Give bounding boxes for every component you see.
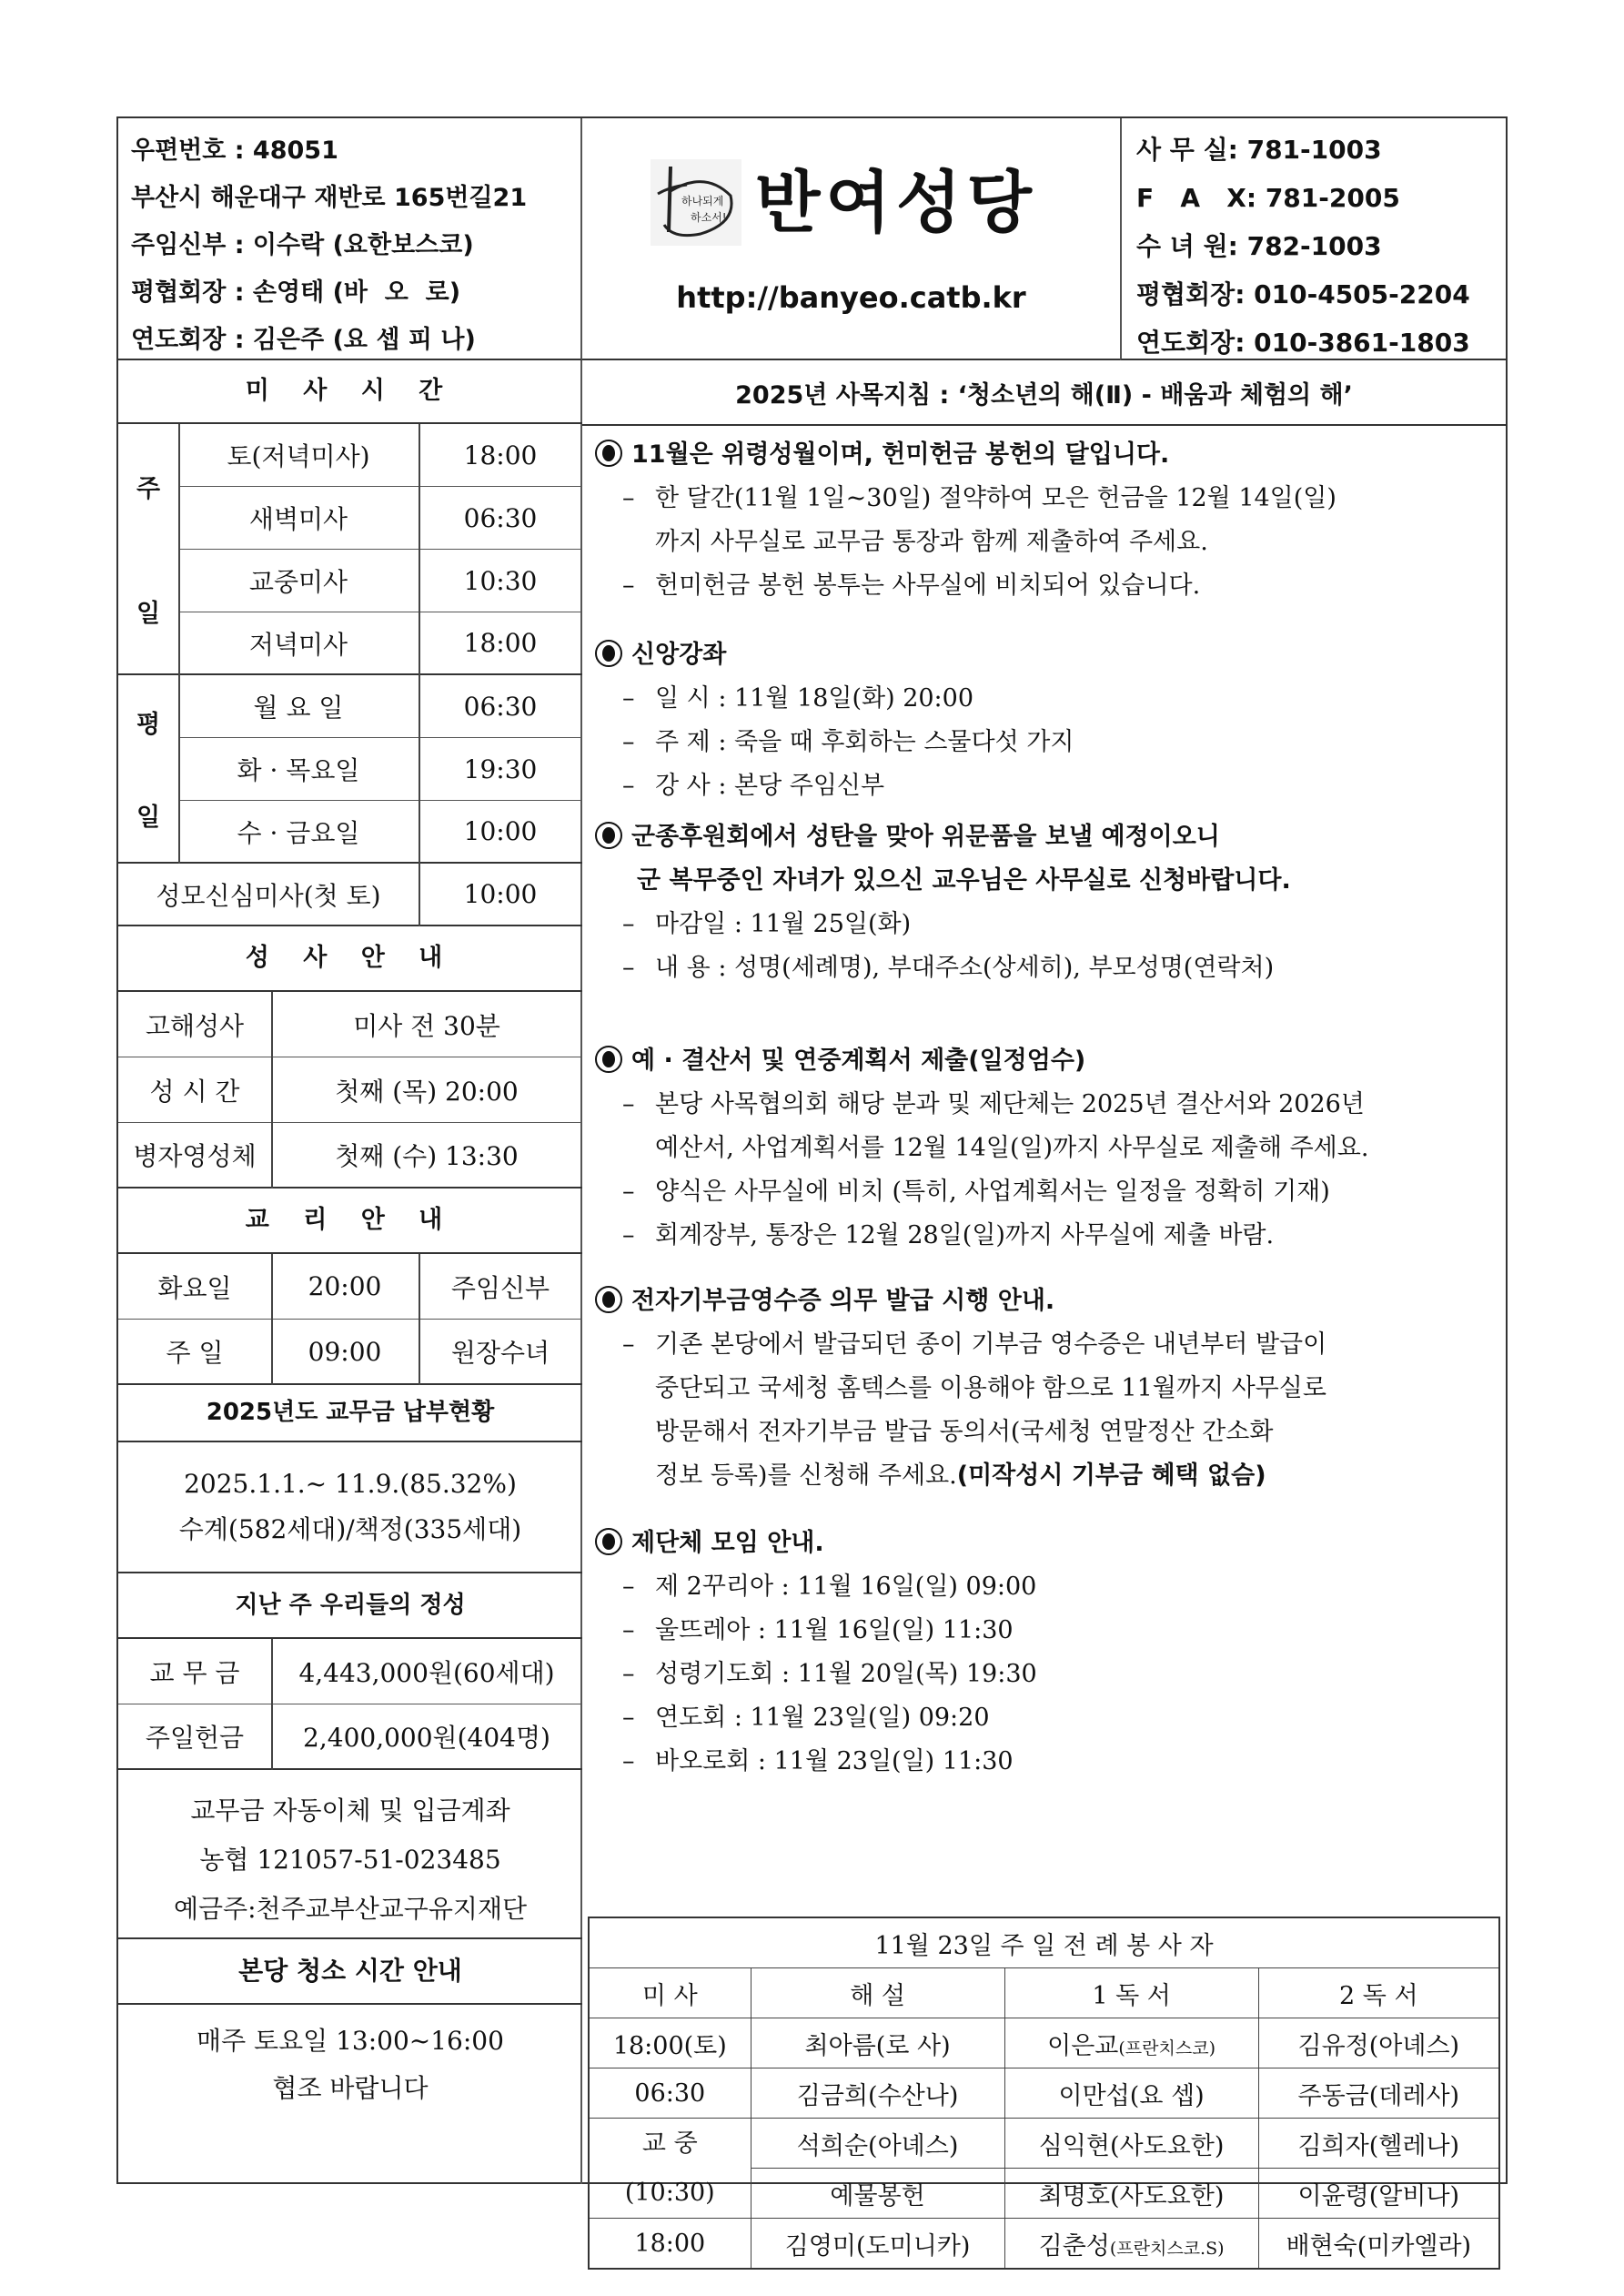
mass-name: 저녁미사 (178, 612, 419, 675)
bulletin-page (116, 116, 1508, 2261)
notice-item: 제단체 모임 안내. – 제 2꾸리아 : 11월 16일(일) 09:00 – 울뜨레아 : 11월 16일(일) 11:30 – 성령기도회 : 11월 20일(목) 19:30 – 연도회 : 11월 23일(일) 09:20 – 바오로회 : 11월 23일(일) 11:30 (595, 1522, 1497, 1784)
header-contacts (1120, 118, 1506, 360)
mass-name: 새벽미사 (178, 487, 419, 550)
mass-name: 수 · 금요일 (178, 801, 419, 864)
left-column (118, 360, 582, 2184)
mass-times-title: 미 사 시 간 (118, 360, 582, 424)
pastoral-motto: 2025년 사목지침 : ‘청소년의 해(Ⅱ) - 배움과 체험의 해’ (582, 360, 1506, 426)
weekday-label: 평 일 (118, 675, 178, 864)
catechism-time: 20:00 (271, 1254, 419, 1320)
special-mass-time: 10:00 (419, 864, 582, 926)
mass-name: 화 · 목요일 (178, 738, 419, 801)
account-number: 농협 121057-51-023485 (199, 1845, 501, 1875)
bullet-icon (595, 1528, 622, 1555)
mass-time: 06:30 (419, 487, 582, 550)
catechism-time: 09:00 (271, 1320, 419, 1385)
dues-period: 2025.1.1.~ 11.9.(85.32%) (184, 1469, 517, 1499)
notice-title: 제단체 모임 안내. (631, 1529, 824, 1557)
sacrament-name: 고해성사 (118, 992, 271, 1057)
mass-name: 토(저녁미사) (178, 424, 419, 487)
notice-item: 전자기부금영수증 의무 발급 시행 안내. – 기존 본당에서 발급되던 종이 기부금 영수증은 내년부터 발급이 중단되고 국세청 홈텍스를 이용해야 함으로 11월까지 사무실로 방문해서 전자기부금 발급 동의서(국세청 연말정산 간소화 정보 등록)를 신청해 주세요.(미작성시 기부금 혜택 없슴) (595, 1279, 1497, 1498)
no-benefit-warning: (미작성시 기부금 혜택 없슴) (956, 1462, 1266, 1490)
table-row: 18:00 김영미(도미니카) 김춘성(프란치스코.S) 배현숙(미카엘라) (589, 2219, 1499, 2270)
notice-title-cont: 군 복무중인 자녀가 있으신 교우님은 사무실로 신청바랍니다. (637, 866, 1291, 895)
dues-status-title: 2025년도 교무금 납부현황 (118, 1385, 582, 1442)
notice-title: 예 · 결산서 및 연중계획서 제출(일정엄수) (631, 1047, 1086, 1075)
servers-title: 11월 23일 주 일 전 례 봉 사 자 (589, 1917, 1499, 1968)
sacrament-time: 첫째 (수) 13:30 (271, 1123, 582, 1188)
divider (419, 424, 420, 926)
church-logo (651, 159, 741, 246)
dues-status-body (118, 1442, 582, 1573)
notice-item: 군종후원회에서 성탄을 맞아 위문품을 보낼 예정이오니 군 복무중인 자녀가 있으신 교우님은 사무실로 신청바랍니다. – 마감일 : 11월 25일(화) – 내 용 : 성명(세례명), 부대주소(상세히), 부모성명(연락처) (595, 815, 1497, 990)
header-brand (582, 118, 1120, 360)
church-name: 반여성당 (755, 164, 1037, 242)
mass-name: 교중미사 (178, 550, 419, 612)
account-holder: 예금주:천주교부산교구유지재단 (173, 1894, 528, 1924)
sacraments-title: 성 사 안 내 (118, 926, 582, 992)
address: 부산시 해운대구 재반로 165번길21 (131, 184, 528, 212)
mass-time: 06:30 (419, 675, 582, 738)
bullet-icon (595, 1046, 622, 1073)
mass-time: 10:00 (419, 801, 582, 864)
table-row: 18:00(토) 최아름(로 사) 이은교(프란치스코) 김유정(아녜스) (589, 2018, 1499, 2068)
mass-time: 18:00 (419, 424, 582, 487)
table-row: 예물봉헌 최명호(사도요한) 이윤령(알비나) (589, 2169, 1499, 2219)
dues-households: 수계(582세대)/책정(335세대) (178, 1514, 522, 1544)
table-row: 06:30 김금희(수산나) 이만섭(요 셉) 주동금(데레사) (589, 2068, 1499, 2119)
svg-text:하소서!: 하소서! (691, 211, 727, 224)
catechism-day: 화요일 (118, 1254, 271, 1320)
column-header: 2 독 서 (1258, 1968, 1499, 2018)
church-website-link[interactable]: http://banyeo.catb.kr (676, 280, 1026, 315)
contact-convent: 수 녀 원: 782-1003 (1136, 231, 1382, 261)
column-header: 미 사 (589, 1968, 751, 2018)
bullet-icon (595, 440, 622, 467)
offering-amount: 4,443,000원(60세대) (271, 1639, 582, 1704)
cleaning-request: 협조 바랍니다 (272, 2073, 429, 2103)
svg-text:하나되게: 하나되게 (681, 195, 724, 207)
sacrament-time: 미사 전 30분 (271, 992, 582, 1057)
notice-item: 예 · 결산서 및 연중계획서 제출(일정엄수) – 본당 사목협의회 해당 분과 및 제단체는 2025년 결산서와 2026년 예산서, 사업계획서를 12월 14일(일)까지 사무실로 제출해 주세요. – 양식은 사무실에 비치 (특히, 사업계획서는 일정을 정확히 기재) – 회계장부, 통장은 12월 28일(일)까지 사무실에 제출 바람. (595, 1039, 1497, 1258)
cross-logo-icon (651, 159, 741, 246)
divider (271, 992, 273, 1188)
legion-president: 연도회장 : 김은주 (요 셉 피 나) (131, 326, 476, 354)
header-info (118, 118, 582, 360)
notice-title: 11월은 위령성월이며, 헌미헌금 봉헌의 달입니다. (631, 440, 1170, 469)
sacrament-time: 첫째 (목) 20:00 (271, 1057, 582, 1123)
contact-office: 사 무 실: 781-1003 (1136, 135, 1382, 165)
bullet-icon (595, 640, 622, 667)
postal-code: 우편번호 : 48051 (131, 137, 338, 165)
catechism-teacher: 주임신부 (419, 1254, 582, 1320)
pastor: 주임신부 : 이수락 (요한보스코) (131, 231, 474, 259)
account-info (118, 1770, 582, 1939)
mass-name: 월 요 일 (178, 675, 419, 738)
catechism-title: 교 리 안 내 (118, 1188, 582, 1254)
liturgy-servers-table (588, 1917, 1500, 2270)
council-president: 평협회장 : 손영태 (바 오 로) (131, 278, 461, 307)
offering-name: 교 무 금 (118, 1639, 271, 1704)
sacrament-name: 성 시 간 (118, 1057, 271, 1123)
right-column (582, 360, 1506, 2261)
notice-title: 군종후원회에서 성탄을 맞아 위문품을 보낼 예정이오니 (631, 823, 1220, 851)
bullet-icon (595, 822, 622, 849)
last-week-title: 지난 주 우리들의 정성 (118, 1573, 582, 1639)
notice-title: 신앙강좌 (631, 641, 727, 669)
offering-amount: 2,400,000원(404명) (271, 1704, 582, 1770)
mass-time: 18:00 (419, 612, 582, 675)
cleaning-body (118, 2005, 582, 2103)
sacrament-name: 병자영성체 (118, 1123, 271, 1188)
notice-item: 신앙강좌 – 일 시 : 11월 18일(화) 20:00 – 주 제 : 죽을 때 후회하는 스물다섯 가지 – 강 사 : 본당 주임신부 (595, 633, 1497, 808)
mass-time: 19:30 (419, 738, 582, 801)
account-title: 교무금 자동이체 및 입금계좌 (190, 1795, 510, 1826)
special-mass-name: 성모신심미사(첫 토) (118, 864, 419, 926)
notice-item: 11월은 위령성월이며, 헌미헌금 봉헌의 달입니다. – 한 달간(11월 1일~30일) 절약하여 모은 헌금을 12월 14일(일) 까지 사무실로 교무금 통장과 함께 제출하여 주세요. – 헌미헌금 봉헌 봉투는 사무실에 비치되어 있습니다. (595, 433, 1497, 608)
table-header-row (589, 1968, 1499, 2018)
cleaning-schedule: 매주 토요일 13:00~16:00 (197, 2026, 504, 2056)
contact-fax: F A X: 781-2005 (1136, 183, 1400, 213)
divider (178, 424, 180, 864)
catechism-teacher: 원장수녀 (419, 1320, 582, 1385)
contact-council-president: 평협회장: 010-4505-2204 (1136, 279, 1470, 309)
cleaning-title: 본당 청소 시간 안내 (118, 1939, 582, 2005)
mass-time: 10:30 (419, 550, 582, 612)
divider (419, 1254, 420, 1385)
column-header: 1 독 서 (1004, 1968, 1258, 2018)
table-row: 교 중 (10:30) 석희순(아녜스) 심익현(사도요한) 김희자(헬레나) (589, 2119, 1499, 2169)
offering-name: 주일헌금 (118, 1704, 271, 1770)
catechism-day: 주 일 (118, 1320, 271, 1385)
contact-legion-president: 연도회장: 010-3861-1803 (1136, 328, 1470, 358)
notice-title: 전자기부금영수증 의무 발급 시행 안내. (631, 1287, 1055, 1315)
column-header: 해 설 (751, 1968, 1004, 2018)
divider (271, 1254, 273, 1385)
sunday-label: 주 일 (118, 424, 178, 675)
divider (271, 1639, 273, 1770)
bullet-icon (595, 1286, 622, 1313)
